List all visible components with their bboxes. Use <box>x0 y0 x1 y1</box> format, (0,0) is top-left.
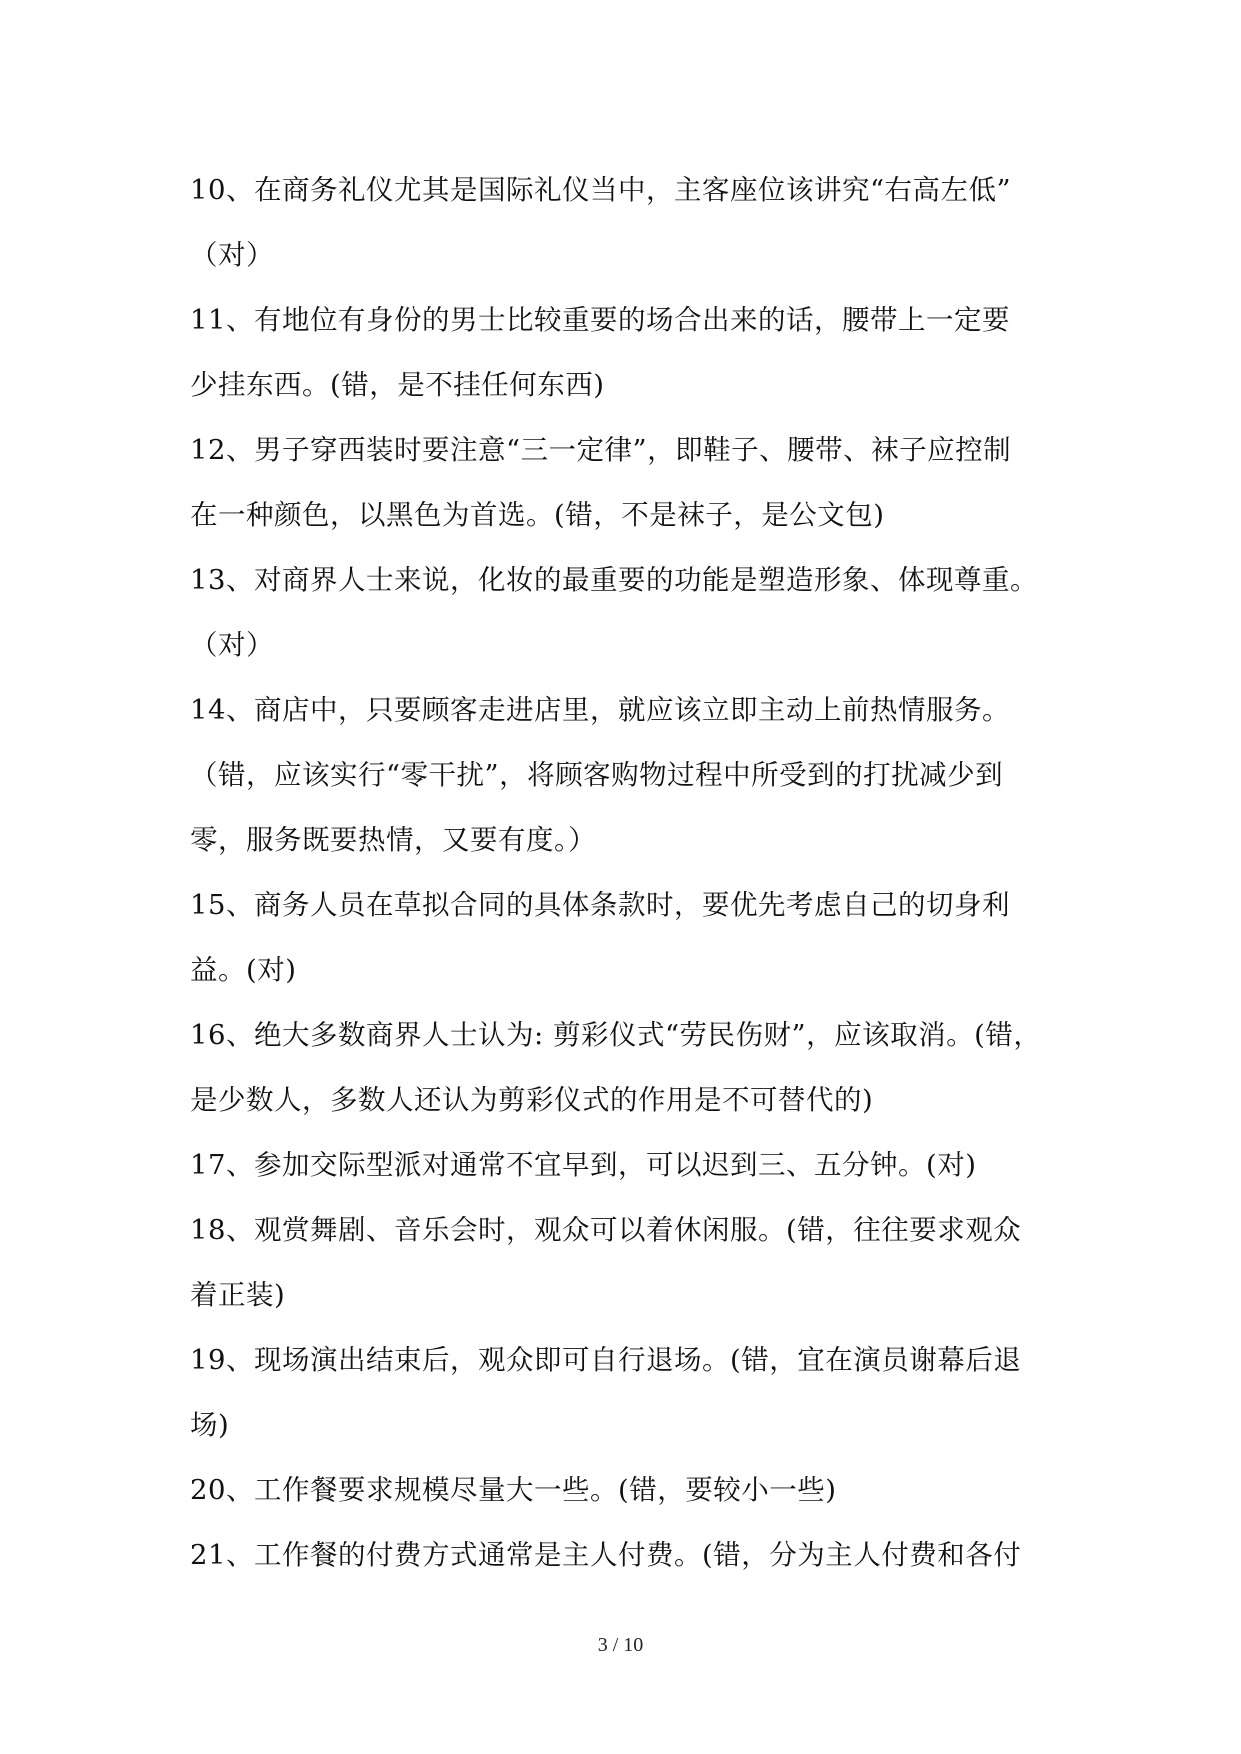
text-line: 益。(对) <box>190 954 297 986</box>
text-line: （对） <box>190 239 274 271</box>
text-line: 16、绝大多数商界人士认为: 剪彩仪式“劳民伤财”，应该取消。(错， <box>190 1019 1042 1051</box>
text-line: 少挂东西。(错，是不挂任何东西) <box>190 369 605 401</box>
text-line: 12、男子穿西装时要注意“三一定律”，即鞋子、腰带、袜子应控制 <box>190 434 1012 466</box>
text-line: 21、工作餐的付费方式通常是主人付费。(错，分为主人付费和各付 <box>190 1539 1022 1571</box>
text-line: 在一种颜色，以黑色为首选。(错，不是袜子，是公文包) <box>190 499 885 531</box>
page-number: 3 / 10 <box>597 1634 644 1656</box>
text-line: 11、有地位有身份的男士比较重要的场合出来的话，腰带上一定要 <box>190 304 1010 336</box>
document-body <box>190 158 1060 1588</box>
text-line: 零，服务既要热情，又要有度。） <box>190 824 597 856</box>
text-line: 是少数人，多数人还认为剪彩仪式的作用是不可替代的) <box>190 1084 874 1116</box>
text-line: 19、现场演出结束后，观众即可自行退场。(错，宜在演员谢幕后退 <box>190 1344 1022 1376</box>
text-line: 17、参加交际型派对通常不宜早到，可以迟到三、五分钟。(对) <box>190 1149 977 1181</box>
text-line: 场) <box>190 1409 230 1441</box>
text-line: 14、商店中，只要顾客走进店里，就应该立即主动上前热情服务。 <box>190 694 1010 726</box>
text-line: 13、对商界人士来说，化妆的最重要的功能是塑造形象、体现尊重。 <box>190 564 1038 596</box>
text-line: 15、商务人员在草拟合同的具体条款时，要优先考虑自己的切身利 <box>190 889 1010 921</box>
text-line: （错，应该实行“零干扰”，将顾客购物过程中所受到的打扰减少到 <box>190 759 1004 791</box>
text-line: 着正装) <box>190 1279 286 1311</box>
text-line: 18、观赏舞剧、音乐会时，观众可以着休闲服。(错，往往要求观众 <box>190 1214 1022 1246</box>
text-line: （对） <box>190 629 274 661</box>
text-line: 10、在商务礼仪尤其是国际礼仪当中，主客座位该讲究“右高左低” <box>190 174 1012 206</box>
text-line: 20、工作餐要求规模尽量大一些。(错，要较小一些) <box>190 1474 837 1506</box>
